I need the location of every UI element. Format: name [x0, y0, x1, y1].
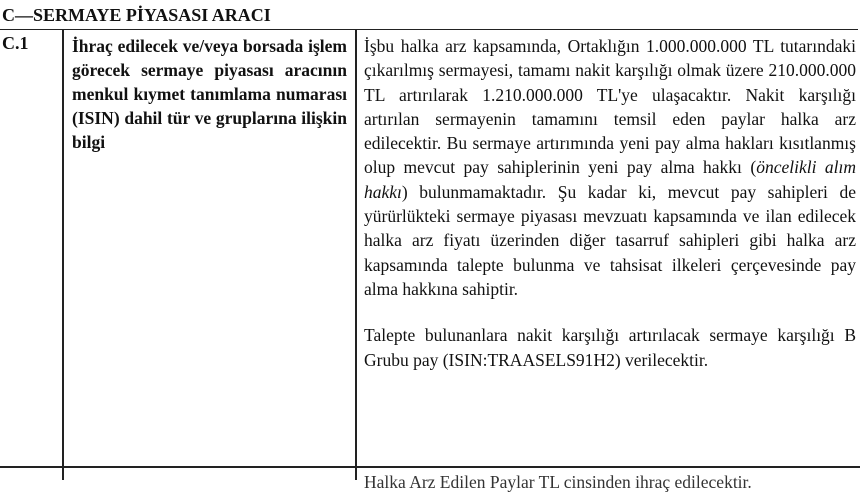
paragraph-2: Talepte bulunanlara nakit karşılığı artırılacak sermaye karşılığı B Grubu pay (ISIN:TRAASELS91H2) verilecektir. [364, 325, 856, 370]
next-row-partial-text: Halka Arz Edilen Paylar TL cinsinden ihraç edilecektir. [364, 472, 752, 492]
row-content [364, 34, 856, 394]
paragraph-1-part-2: ) bulunmamaktadır. Şu kadar ki, mevcut pay sahipleri de yürürlükteki sermaye piyasası mevzuatı kapsamında ve ilan edilecek halka arz fiyatı üzerinden diğer tasarruf sahipleri gibi halka arz kapsamında talepte bulunma ve tahsisat ilkeleri çerçevesinde pay alma hakkına sahiptir. [364, 181, 856, 299]
table-divider-1 [62, 30, 64, 480]
paragraph-1-italic: öncelikli alım hakkı [364, 157, 856, 202]
table-divider-2 [355, 30, 357, 480]
row-code: C.1 [2, 33, 29, 53]
row-label: İhraç edilecek ve/veya borsada işlem görecek sermaye piyasası aracının menkul kıymet tanımlama numarası (ISIN) dahil tür ve gruplarına ilişkin bilgi [72, 36, 347, 152]
row-separator [0, 466, 860, 468]
paragraph-1 [364, 34, 856, 301]
section-title: C—SERMAYE PİYASASI ARACI [0, 0, 858, 30]
paragraph-1-part-1: İşbu halka arz kapsamında, Ortaklığın 1.000.000.000 TL tutarındaki çıkarılmış sermayesi, tamamı nakit karşılığı olmak üzere 210.000.000 TL artırılarak 1.210.000.000 TL'ye ulaşacaktır. Nakit karşılığı artırılan sermayenin tamamını temsil eden paylar halka arz edilecektir. Bu sermaye artırımında yeni pay alma hakları kısıtlanmış olup mevcut pay sahiplerinin yeni pay alma hakkı ( [364, 36, 856, 178]
